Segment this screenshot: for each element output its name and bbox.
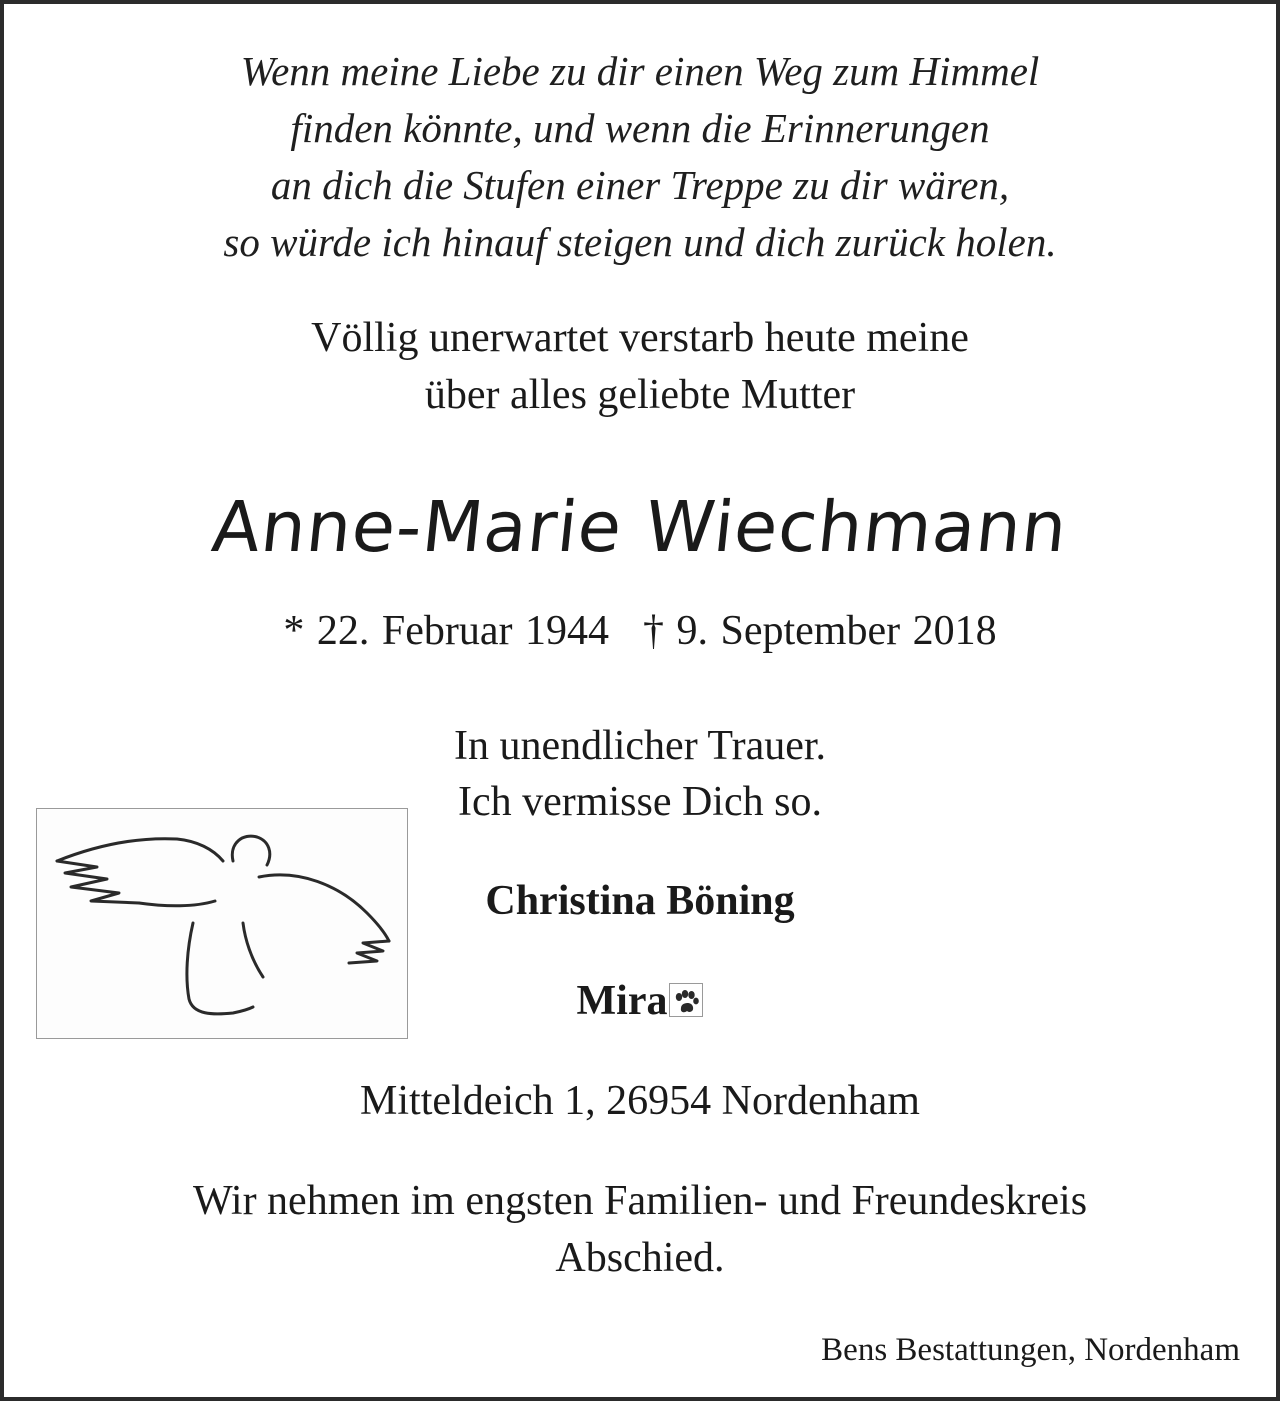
paw-icon: [669, 983, 703, 1017]
pet-line: [4, 980, 1276, 1022]
address: Mitteldeich 1, 26954 Nordenham: [360, 1078, 920, 1124]
life-dates: [4, 610, 1276, 652]
death-date: † 9. September 2018: [643, 608, 997, 654]
announcement-line-1: Völlig unerwartet verstarb heute meine: [311, 315, 969, 361]
announcement-line-2: über alles geliebte Mutter: [424, 372, 856, 418]
poem-line-3: an dich die Stufen einer Treppe zu dir wären,: [270, 162, 1010, 208]
farewell-line-1: Wir nehmen im engsten Familien- und Freundeskreis: [192, 1178, 1088, 1224]
poem-line-1: Wenn meine Liebe zu dir einen Weg zum Himmel: [240, 48, 1040, 94]
grief-line-1: In unendlicher Trauer.: [453, 723, 827, 769]
undertaker: Bens Bestattungen, Nordenham: [821, 1332, 1240, 1368]
grief-line-2: Ich vermisse Dich so.: [458, 779, 822, 825]
poem-line-4: so würde ich hinauf steigen und dich zurück holen.: [223, 219, 1057, 265]
birth-date: * 22. Februar 1944: [283, 608, 609, 654]
pet-name: Mira: [576, 978, 668, 1024]
mourner-name: Christina Böning: [485, 878, 795, 924]
farewell-line-2: Abschied.: [555, 1235, 725, 1281]
poem-line-2: finden könnte, und wenn die Erinnerungen: [290, 105, 990, 151]
deceased-name: Anne-Marie Wiechmann: [208, 486, 1072, 568]
